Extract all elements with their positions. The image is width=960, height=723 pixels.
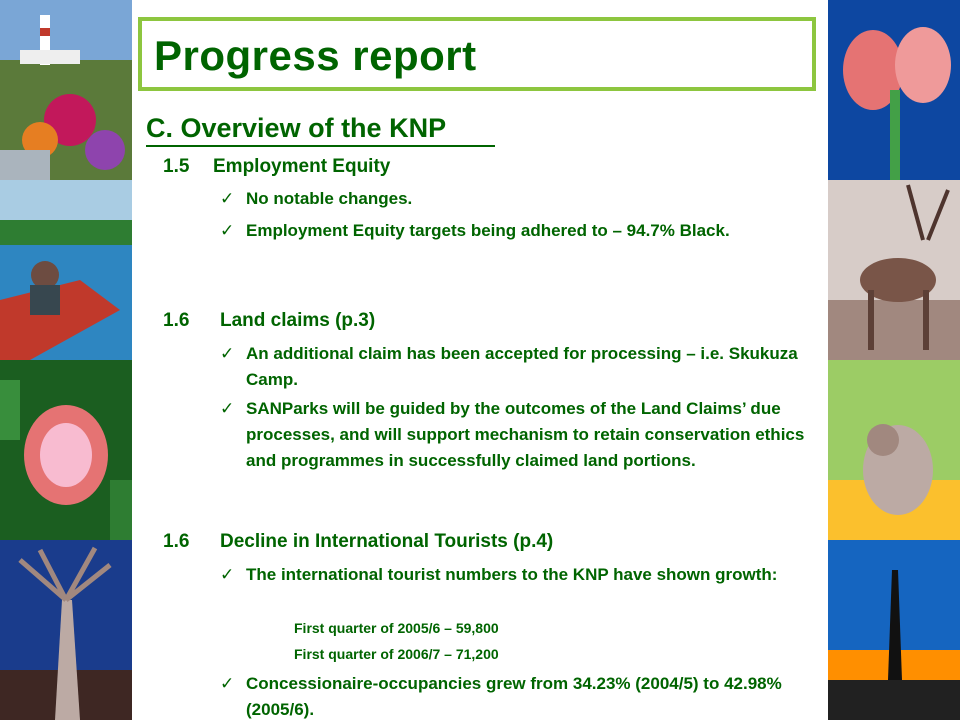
section-heading-international-tourists bbox=[163, 531, 553, 553]
section-title: Employment Equity bbox=[213, 156, 391, 177]
bullet-text: Concessionaire-occupancies grew from 34.23% (2004/5) to 42.98% (2005/6). bbox=[246, 674, 782, 719]
section-title: Land claims (p.3) bbox=[220, 310, 376, 331]
section-number: 1.5 bbox=[163, 156, 190, 177]
subtitle: C. Overview of the KNP bbox=[146, 113, 447, 143]
left-photo-strip bbox=[0, 0, 132, 720]
protea-flower-photo bbox=[0, 360, 132, 540]
tourist-figure-2006: First quarter of 2006/7 – 71,200 bbox=[294, 646, 499, 662]
check-icon: ✓ bbox=[220, 565, 235, 584]
bullet-text: An additional claim has been accepted for processing – i.e. Skukuza Camp. bbox=[246, 344, 798, 389]
bullet-text: SANParks will be guided by the outcomes of the Land Claims’ due processes, and will support mechanism to retain conservation ethics and programmes in successfully claimed land portions. bbox=[246, 399, 805, 470]
river-kayak-photo bbox=[0, 180, 132, 360]
orchid-flower-photo bbox=[828, 0, 960, 180]
section-heading-employment-equity bbox=[163, 156, 390, 178]
section-number: 1.6 bbox=[163, 531, 190, 552]
quiver-tree-photo bbox=[0, 540, 132, 720]
lighthouse-coast-photo bbox=[0, 0, 132, 180]
bullet-text: Employment Equity targets being adhered to – 94.7% Black. bbox=[246, 221, 730, 240]
subtitle-underline bbox=[146, 145, 495, 147]
check-icon: ✓ bbox=[220, 221, 235, 240]
section-number: 1.6 bbox=[163, 310, 190, 331]
page-title: Progress report bbox=[154, 32, 477, 79]
bullet-text: The international tourist numbers to the KNP have shown growth: bbox=[246, 565, 778, 584]
section-heading-land-claims bbox=[163, 310, 375, 332]
check-icon: ✓ bbox=[220, 674, 235, 693]
check-icon: ✓ bbox=[220, 189, 235, 208]
ground-squirrel-photo bbox=[828, 360, 960, 540]
title-box bbox=[138, 17, 816, 91]
section-title: Decline in International Tourists (p.4) bbox=[220, 531, 554, 552]
sunset-landscape-photo bbox=[828, 540, 960, 720]
bullet-text: No notable changes. bbox=[246, 189, 413, 208]
check-icon: ✓ bbox=[220, 344, 235, 363]
right-photo-strip bbox=[828, 0, 960, 720]
tourist-figure-2005: First quarter of 2005/6 – 59,800 bbox=[294, 620, 499, 636]
kudu-antelope-photo bbox=[828, 180, 960, 360]
check-icon: ✓ bbox=[220, 399, 235, 418]
